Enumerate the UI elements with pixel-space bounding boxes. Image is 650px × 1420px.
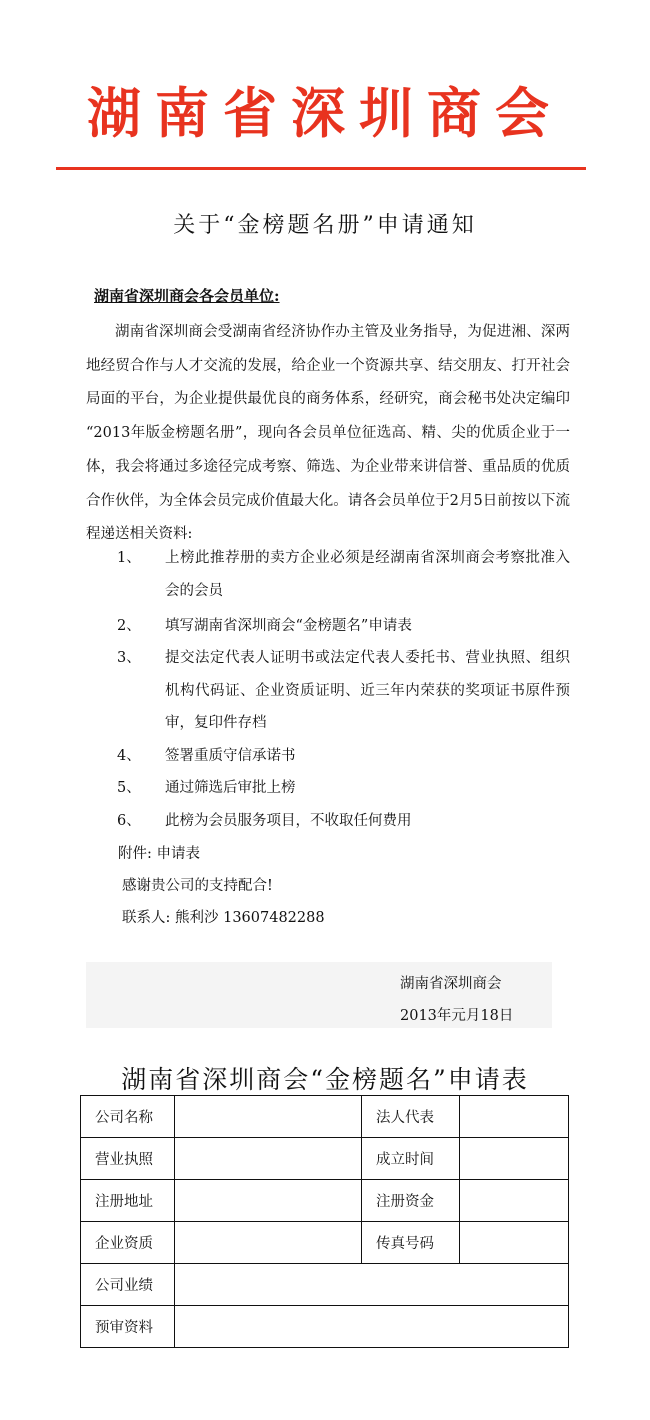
- enterprise-qualification-field[interactable]: [175, 1222, 362, 1264]
- table-row: [81, 1096, 569, 1138]
- field-label: 预审资料: [81, 1306, 175, 1348]
- field-label: 注册资金: [362, 1180, 460, 1222]
- field-label: 公司业绩: [81, 1264, 175, 1306]
- table-row: [81, 1138, 569, 1180]
- attachment-note: 附件: 申请表: [118, 846, 200, 862]
- established-date-field[interactable]: [460, 1138, 569, 1180]
- field-label: 法人代表: [362, 1096, 460, 1138]
- notice-body: 湖南省深圳商会受湖南省经济协作办主管及业务指导，为促进湘、深两地经贸合作与人才交流的发展，给企业一个资源共享、结交朋友、打开社会局面的平台，为企业提供最优良的商务体系，经研究，商会秘书处决定编印 “2013年版金榜题名册”，现向各会员单位征选高、精、尖的优质企业于一体，我会将通过多途径完成考察、筛选、为企业带来讲信誉、重品质的优质合作伙伴，为全体会员完成价值最大化。请各会员单位于2月5日前按以下流程递送相关资料:: [86, 324, 570, 543]
- form-title: 湖南省深圳商会“金榜题名”申请表: [121, 1065, 529, 1094]
- table-row: [81, 1264, 569, 1306]
- business-license-field[interactable]: [175, 1138, 362, 1180]
- step-number: 3、: [117, 650, 141, 666]
- signature-date: 2013年元月18日: [400, 1008, 514, 1024]
- table-row: [81, 1180, 569, 1222]
- table-row: [81, 1306, 569, 1348]
- step-number: 2、: [117, 618, 141, 634]
- signature-org: 湖南省深圳商会: [400, 976, 502, 992]
- step-text: 提交法定代表人证明书或法定代表人委托书、营业执照、组织机构代码证、企业资质证明、近三年内荣获的奖项证书原件预审，复印件存档: [165, 650, 570, 731]
- registered-address-field[interactable]: [175, 1180, 362, 1222]
- step-number: 5、: [117, 780, 141, 796]
- field-label: 企业资质: [81, 1222, 175, 1264]
- company-name-field[interactable]: [175, 1096, 362, 1138]
- step-text: 签署重质守信承诺书: [165, 748, 296, 764]
- step-text: 上榜此推荐册的卖方企业必须是经湖南省深圳商会考察批准入会的会员: [165, 550, 570, 599]
- field-label: 传真号码: [362, 1222, 460, 1264]
- fax-number-field[interactable]: [460, 1222, 569, 1264]
- notice-title: 关于“金榜题名册”申请通知: [173, 213, 477, 238]
- table-row: [81, 1222, 569, 1264]
- org-letterhead-title: 湖南省深圳商会: [87, 82, 563, 145]
- contact-line: 联系人: 熊利沙 13607482288: [122, 910, 325, 926]
- legal-representative-field[interactable]: [460, 1096, 569, 1138]
- step-number: 1、: [117, 550, 141, 566]
- company-performance-field[interactable]: [175, 1264, 569, 1306]
- registered-capital-field[interactable]: [460, 1180, 569, 1222]
- field-label: 注册地址: [81, 1180, 175, 1222]
- field-label: 公司名称: [81, 1096, 175, 1138]
- step-text: 填写湖南省深圳商会“金榜题名”申请表: [165, 618, 412, 634]
- step-text: 此榜为会员服务项目，不收取任何费用: [165, 813, 412, 829]
- field-label: 成立时间: [362, 1138, 460, 1180]
- step-text: 通过筛选后审批上榜: [165, 780, 296, 796]
- salutation: 湖南省深圳商会各会员单位:: [94, 287, 280, 305]
- field-label: 营业执照: [81, 1138, 175, 1180]
- thanks-note: 感谢贵公司的支持配合!: [122, 878, 273, 894]
- application-form-table: [80, 1095, 569, 1348]
- step-number: 4、: [117, 748, 141, 764]
- letterhead-rule: [56, 167, 586, 170]
- step-number: 6、: [117, 813, 141, 829]
- pre-review-materials-field[interactable]: [175, 1306, 569, 1348]
